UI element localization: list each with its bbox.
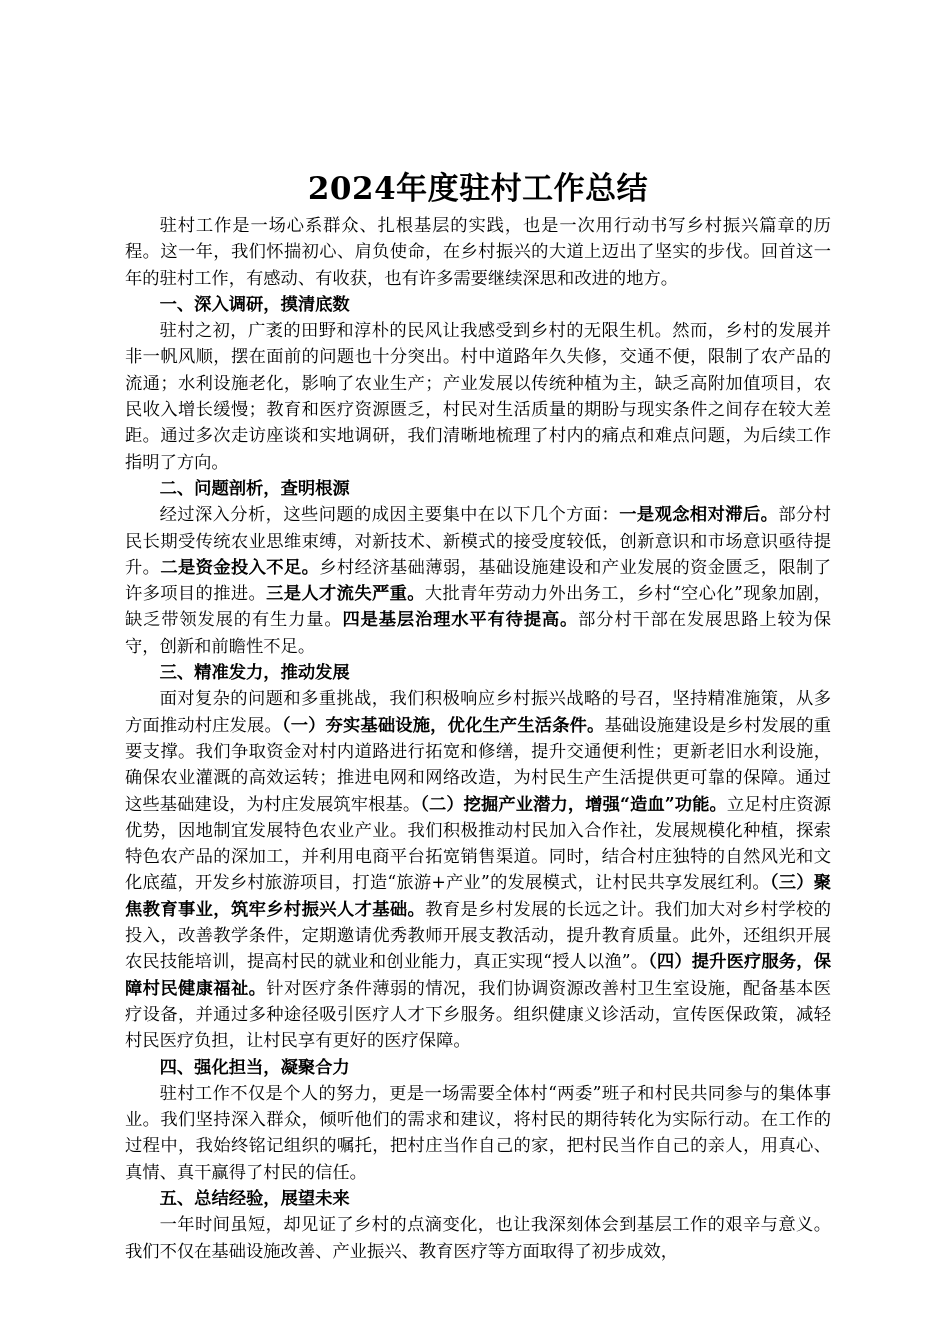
section-3-text-5: 针对医疗条件薄弱的情况，我们协调资源改善村卫生室设施，配备基本医疗设备，并通过多种途径吸引医疗人才下乡服务。组织健康义诊活动，宣传医保政策，减轻村民医疗负担，让村民享有更好的医疗保障。 [125, 978, 831, 1052]
section-2-text-3: 乡村经济基础薄弱，基础设施建设和产业发展的资金匮乏，限制了许多项目的推进。 [125, 557, 831, 605]
section-4-body: 驻村工作不仅是个人的努力，更是一场需要全体村“两委”班子和村民共同参与的集体事业。我们坚持深入群众，倾听他们的需求和建议，将村民的期待转化为实际行动。在工作的过程中，我始终铭记组织的嘱托，把村庄当作自己的家，把村民当作自己的亲人，用真心、真情、真干赢得了村民的信任。 [125, 1083, 831, 1183]
section-2-text-4: 大批青年劳动力外出务工，乡村“空心化”现象加剧，缺乏带领发展的有生力量。 [125, 584, 831, 631]
section-3-text-1: 面对复杂的问题和多重挑战，我们积极响应乡村振兴战略的号召，坚持精准施策，从多方面推动村庄发展。 [125, 689, 831, 736]
section-3-heading: 三、精准发力，推动发展 [159, 663, 350, 684]
section-3-body [125, 686, 831, 1054]
section-3-text-4: 教育是乡村发展的长远之计。我们加大对乡村学校的投入，改善教学条件，定期邀请优秀教师开展支教活动，提升教育质量。此外，还组织开展农民技能培训，提高村民的就业和创业能力，真正实现“授人以渔”。 [125, 899, 831, 973]
section-2-body [125, 502, 831, 660]
document-page [125, 168, 831, 1265]
section-2-point-1: 一是观念相对滞后。 [619, 505, 779, 526]
section-3-point-1: （一）夯实基础设施，优化生产生活条件。 [281, 715, 605, 736]
section-2-text-5: 部分村干部在发展思路上较为保守，创新和前瞻性不足。 [125, 610, 831, 657]
section-1-heading: 一、深入调研，摸清底数 [159, 294, 350, 315]
section-2-point-2: 二是资金投入不足。 [160, 557, 320, 578]
section-3-text-3: 立足村庄资源优势，因地制宜发展特色农业产业。我们积极推动村民加入合作社，发展规模化种植，探索特色农产品的深加工，并利用电商平台拓宽销售渠道。同时，结合村庄独特的自然风光和文化底蕴，开发乡村旅游项目，打造“旅游+产业”的发展模式，让村民共享发展红利。 [125, 794, 831, 894]
section-3-text-2: 基础设施建设是乡村发展的重要支撑。我们争取资金对村内道路进行拓宽和修缮，提升交通便利性；更新老旧水利设施，确保农业灌溉的高效运转；推进电网和网络改造，为村民生产生活提供更可靠的保障。通过这些基础建设，为村庄发展筑牢根基。 [125, 715, 831, 815]
section-2-point-3: 三是人才流失严重。 [266, 584, 425, 605]
section-2-heading: 二、问题剖析，查明根源 [159, 478, 350, 499]
section-5-body: 一年时间虽短，却见证了乡村的点滴变化，也让我深刻体会到基层工作的艰辛与意义。我们不仅在基础设施改善、产业振兴、教育医疗等方面取得了初步成效， [125, 1215, 831, 1262]
section-5-heading: 五、总结经验，展望未来 [159, 1188, 350, 1209]
section-2-text-2: 部分村民长期受传统农业思维束缚，对新技术、新模式的接受度较低，创新意识和市场意识亟待提升。 [125, 505, 831, 578]
section-1-body: 驻村之初，广袤的田野和淳朴的民风让我感受到乡村的无限生机。然而，乡村的发展并非一帆风顺，摆在面前的问题也十分突出。村中道路年久失修，交通不便，限制了农产品的流通；水利设施老化，影响了农业生产；产业发展以传统种植为主，缺乏高附加值项目，农民收入增长缓慢；教育和医疗资源匮乏，村民对生活质量的期盼与现实条件之间存在较大差距。通过多次走访座谈和实地调研，我们清晰地梳理了村内的痛点和难点问题，为后续工作指明了方向。 [125, 321, 831, 473]
section-4-heading: 四、强化担当，凝聚合力 [159, 1057, 350, 1078]
section-3-point-2: （二）挖掘产业潜力，增强“造血”功能。 [420, 794, 727, 815]
section-3-point-4: （四）提升医疗服务，保障村民健康福祉。 [125, 952, 832, 999]
document-title: 2024年度驻村工作总结 [307, 171, 649, 207]
intro-paragraph: 驻村工作是一场心系群众、扎根基层的实践，也是一次用行动书写乡村振兴篇章的历程。这一年，我们怀揣初心、肩负使命，在乡村振兴的大道上迈出了坚实的步伐。回首这一年的驻村工作，有感动、有收获，也有许多需要继续深思和改进的地方。 [125, 216, 831, 289]
section-3-point-3: （三）聚焦教育事业，筑牢乡村振兴人才基础。 [125, 873, 831, 920]
section-2-text-1: 经过深入分析，这些问题的成因主要集中在以下几个方面： [159, 505, 620, 526]
section-2-point-4: 四是基层治理水平有待提高。 [342, 610, 579, 631]
